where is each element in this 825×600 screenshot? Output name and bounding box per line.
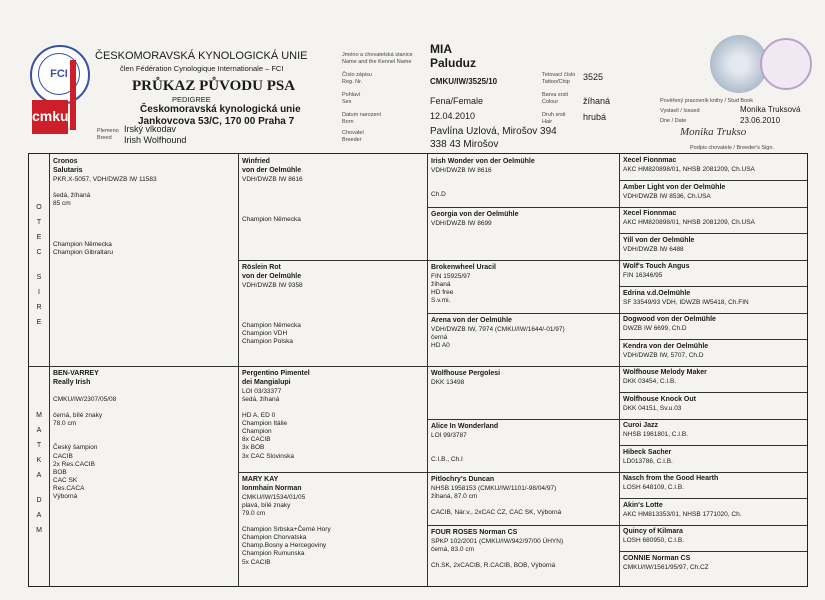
sire-height: 85 cm xyxy=(53,199,71,207)
matka-letters xyxy=(34,412,44,534)
gen4-cell xyxy=(623,184,725,201)
org-member: člen Fédération Cynologique Internationale – FCI xyxy=(120,64,284,73)
ancestor-color: plavá, bílé znaky xyxy=(242,501,291,509)
sex: Fena/Female xyxy=(430,96,484,106)
sire-title: Champion Gibraltaru xyxy=(53,248,113,256)
gen3-cell xyxy=(431,211,519,228)
ancestor-title: Champion Polska xyxy=(242,338,293,346)
ancestor-title: Champion VDH xyxy=(242,330,288,338)
ancestor-name: Irish Wonder von der Oelmühle xyxy=(431,158,535,165)
ancestor-title: C.I.B., Ch.I xyxy=(431,456,463,464)
ancestor-name: Amber Light von der Oelmühle xyxy=(623,184,726,191)
gen4-cell xyxy=(623,237,694,254)
gen4-cell xyxy=(623,449,673,466)
gen4-cell xyxy=(623,210,755,227)
side-letter: T xyxy=(36,442,42,449)
sire-cell xyxy=(53,158,157,257)
ancestor-reg: VDH/DWZB IW 8536, Ch.USA xyxy=(623,192,711,200)
ancestor-reg: AKC HM820898/01, NHSB 2081209, Ch.USA xyxy=(623,218,755,226)
ancestor-title: Champion Německa xyxy=(242,322,301,330)
sire-name: Cronos xyxy=(53,158,78,165)
gen3-cell xyxy=(431,158,535,199)
address-line2: Jankovcova 53/C, 170 00 Praha 7 xyxy=(138,116,295,127)
ancestor-title: S.v.mi. xyxy=(431,297,451,305)
doc-subtitle: PEDIGREE xyxy=(172,95,211,104)
dam-title: CACIB xyxy=(53,452,73,460)
side-letter: M xyxy=(36,527,42,534)
row-divider xyxy=(238,472,807,473)
ancestor-reg: LOSH 648109, C.I.B. xyxy=(623,483,685,491)
ancestor-name: Dogwood von der Oelmühle xyxy=(623,316,716,323)
gen4-cell xyxy=(623,396,696,413)
gen4-cell xyxy=(623,422,688,439)
ancestor-reg: VDH/DWZB IW, 7974 (CMKU/IW/1644/-01/97) xyxy=(431,325,565,333)
ancestor-title: Champion Německa xyxy=(242,216,301,224)
pedigree-table xyxy=(28,153,808,587)
sign-label: Podpis chovatele / Breeder's Sign. xyxy=(690,145,774,151)
row-divider xyxy=(427,207,807,208)
logo-red-bar xyxy=(70,60,76,130)
ancestor-reg: DKK 13498 xyxy=(431,378,465,386)
ancestor-name: Wolf's Touch Angus xyxy=(623,263,690,270)
dog-kennel: Paluduz xyxy=(430,56,477,70)
ancestor-reg: NHSB 1958153 (CMKU/IW/1101/-98/04/97) xyxy=(431,484,557,492)
ancestor-name: von der Oelmühle xyxy=(242,166,302,174)
dam-name: BEN-VARREY xyxy=(53,370,99,377)
row-divider-main xyxy=(29,366,807,367)
ancestor-name: Wolfhouse Knock Out xyxy=(623,396,696,403)
dam-name: Really Irish xyxy=(53,378,91,386)
gen4-cell xyxy=(623,157,755,174)
issue-date: 23.06.2010 xyxy=(740,116,781,125)
gen3-cell xyxy=(431,529,563,570)
dam-height: 78.0 cm xyxy=(53,420,77,427)
born-label-cz: Datum narození xyxy=(342,112,382,118)
gen3-cell xyxy=(431,370,500,387)
ancestor-color: žíhaná, 87.0 cm xyxy=(431,492,478,500)
address-line1: Českomoravská kynologická unie xyxy=(140,104,301,115)
ancestor-name: Nasch from the Good Hearth xyxy=(623,475,719,482)
ancestor-title: Champion Chorvatska xyxy=(242,534,307,542)
ancestor-reg: VDH/DWZB IW 8616 xyxy=(242,175,303,183)
row-divider xyxy=(619,498,807,499)
ancestor-reg: DWZB IW 6699, Ch.D xyxy=(623,324,687,332)
breeder-line2: 338 43 Mirošov xyxy=(430,139,499,150)
ancestor-name: Wolfhouse Pergolesi xyxy=(431,370,501,377)
ancestor-name: dei Mangialupi xyxy=(242,378,291,386)
col-divider xyxy=(49,154,50,586)
granddam-sd-cell xyxy=(242,264,303,347)
side-letter: C xyxy=(36,249,42,256)
ancestor-name: Pitlochry's Duncan xyxy=(431,476,495,483)
grandsire-ss-cell xyxy=(242,158,303,224)
coat: hrubá xyxy=(583,112,607,122)
row-divider xyxy=(238,260,807,261)
fci-logo-text: FCI xyxy=(38,53,80,95)
signature: Monika Trukso xyxy=(680,126,747,138)
ancestor-name: Akin's Lotte xyxy=(623,502,663,509)
color-label-cz: Barva srsti xyxy=(542,92,568,98)
ancestor-reg: AKC HM820898/01, NHSB 2081209, Ch.USA xyxy=(623,165,755,173)
ancestor-title: Champion Itálie xyxy=(242,420,288,427)
ancestor-name: Xecel Fionnmac xyxy=(623,157,677,164)
ancestor-color: černá, 83.0 cm xyxy=(431,545,474,553)
ancestor-title: Champion xyxy=(242,428,272,436)
ancestor-title: 3x BOB xyxy=(242,444,265,452)
ancestor-color: šedá, žíhaná xyxy=(242,395,280,403)
sex-label-en: Sex xyxy=(342,99,352,105)
studbook-label: Pověřený pracovník knihy / Stud Book xyxy=(660,98,753,104)
ancestor-reg: LOI 99/3787 xyxy=(431,431,467,439)
row-divider xyxy=(619,392,807,393)
sex-label-cz: Pohlaví xyxy=(342,92,361,98)
ancestor-reg: LOSH 680950, C.I.B. xyxy=(623,536,685,544)
ancestor-height: 79.0 cm xyxy=(242,509,266,517)
ancestor-reg: VDH/DWZB IW 8616 xyxy=(431,166,492,174)
ancestor-title: HD free xyxy=(431,289,454,296)
doc-title: PRŮKAZ PŮVODU PSA xyxy=(132,78,296,94)
gen4-cell xyxy=(623,555,709,572)
ancestor-name: Wolfhouse Melody Maker xyxy=(623,369,707,376)
dam-title: CAC SK xyxy=(53,476,78,484)
side-letter: M xyxy=(36,412,42,419)
ancestor-name: FOUR ROSES Norman CS xyxy=(431,529,518,536)
side-letter: E xyxy=(36,319,42,326)
breed-cz: Irský vlkodav xyxy=(124,124,177,134)
row-divider xyxy=(619,233,807,234)
ancestor-title: Champ.Bosny a Hercegoviny xyxy=(242,542,327,550)
ancestor-reg: VDH/DWZB IW 9358 xyxy=(242,281,303,289)
side-letter: K xyxy=(36,457,42,464)
ancestor-title: Ch.SK, 2xCACIB, R.CACIB, BOB, Výborná xyxy=(431,562,556,570)
ancestor-name: Hibeck Sacher xyxy=(623,449,672,456)
side-letter: A xyxy=(36,472,42,479)
breed-label: Breed xyxy=(97,135,112,141)
date-label: Dne / Date xyxy=(660,118,687,124)
tattoo: 3525 xyxy=(583,72,604,82)
ancestor-reg: AKC HM813353/01, NHSB 1771020, Ch. xyxy=(623,510,742,518)
side-letter: R xyxy=(36,304,42,311)
grandsire-ds-cell xyxy=(242,370,310,461)
issued-by: Monika Truksová xyxy=(740,105,801,114)
gen3-cell xyxy=(431,317,565,350)
ancestor-title: Ch.D xyxy=(431,191,446,199)
side-letter: E xyxy=(36,234,42,241)
side-letter: A xyxy=(36,427,42,434)
row-divider xyxy=(619,180,807,181)
gen4-cell xyxy=(623,290,749,307)
dam-title: Český šampion xyxy=(53,444,98,452)
ancestor-reg: CMKU/IW/1561/95/97, Ch.CZ xyxy=(623,563,709,571)
ancestor-title: CACIB, Nár.v., 2xCAC CZ, CAC SK, Výborná xyxy=(431,509,562,517)
row-divider xyxy=(427,419,807,420)
ancestor-name: Quincy of Kilmara xyxy=(623,528,683,535)
cmku-logo xyxy=(32,100,68,134)
dam-title: Res.CACA xyxy=(53,485,85,492)
born-label-en: Born xyxy=(342,119,354,125)
gen3-cell xyxy=(431,476,561,517)
ancestor-name: Kendra von der Oelmühle xyxy=(623,343,709,350)
ancestor-title: Champion Srbska+Černé Hory xyxy=(242,526,331,533)
breeder-label-en: Breeder xyxy=(342,137,362,143)
side-letter: A xyxy=(36,512,42,519)
color: žíhaná xyxy=(583,96,611,106)
gen4-cell xyxy=(623,528,684,545)
ancestor-title: HD A, ED 0 xyxy=(242,411,276,419)
ancestor-name: Winfried xyxy=(242,158,270,165)
dam-title: 2x Res.CACIB xyxy=(53,460,95,468)
ancestor-reg: FIN 16346/95 xyxy=(623,271,663,279)
fci-logo xyxy=(30,45,90,105)
ancestor-reg: VDH/DWZB IW 6488 xyxy=(623,245,684,253)
dam-title: Výborná xyxy=(53,493,78,501)
ancestor-title: 8x CACIB xyxy=(242,436,271,444)
ancestor-name: Yill von der Oelmühle xyxy=(623,237,695,244)
granddam-dd-cell xyxy=(242,476,331,567)
ancestor-color: žíhaná xyxy=(431,280,451,288)
tattoo-label-cz: Tetovací číslo xyxy=(542,72,576,78)
dam-color: černá, bílé znaky xyxy=(53,411,103,419)
gen4-cell xyxy=(623,502,742,519)
gen3-cell xyxy=(431,264,496,305)
ancestor-name: von der Oelmühle xyxy=(242,272,302,280)
reg-no: CMKU/IW/3525/10 xyxy=(430,77,498,86)
dam-cell xyxy=(53,370,116,501)
ancestor-title: 3x CAC Slovinska xyxy=(242,452,295,460)
gen3-cell xyxy=(431,423,498,464)
cmku-logo-text: cmku xyxy=(32,108,69,124)
ancestor-name: Ionmhain Norman xyxy=(242,484,302,492)
gen4-cell xyxy=(623,369,707,386)
breeder-label-cz: Chovatel xyxy=(342,130,364,136)
sire-color: šedá, žíhaná xyxy=(53,191,91,199)
row-divider xyxy=(619,339,807,340)
dam-reg: CMKU/IW/2307/05/08 xyxy=(53,395,117,403)
ancestor-reg: LD013786, C.I.B. xyxy=(623,457,673,465)
ancestor-name: Xecel Fionnmac xyxy=(623,210,677,217)
otec-letters xyxy=(34,204,44,326)
ancestor-name: CONNIE Norman CS xyxy=(623,555,691,562)
ancestor-name: Brokenwheel Uracil xyxy=(431,264,496,271)
ancestor-title: Champion Rumunska xyxy=(242,550,305,558)
gen4-cell xyxy=(623,316,716,333)
ancestor-color: černá xyxy=(431,333,448,341)
reg-label-en: Reg. Nr. xyxy=(342,79,363,85)
sire-title: Champion Německa xyxy=(53,240,112,248)
plemeno-label: Plemeno xyxy=(97,128,119,134)
gen4-cell xyxy=(623,263,689,280)
row-divider xyxy=(619,445,807,446)
coat-label-en: Hair xyxy=(542,119,553,125)
ancestor-reg: CMKU/IW/1534/01/05 xyxy=(242,493,306,501)
ancestor-reg: SPKP 102/2001 (CMKU/IW/942/97/00 ÚHYN) xyxy=(431,537,564,545)
side-letter: I xyxy=(38,289,40,296)
ancestor-reg: DKK 04151, Sv.u.03 xyxy=(623,404,682,412)
ancestor-name: Curoi Jazz xyxy=(623,422,659,429)
dog-name: MIA xyxy=(430,42,452,56)
side-letter: O xyxy=(36,204,42,211)
born: 12.04.2010 xyxy=(430,111,476,121)
breeder-line1: Pavlína Uzlová, Mirošov 394 xyxy=(430,126,557,137)
ancestor-reg: FIN 15925/97 xyxy=(431,272,471,280)
sire-name: Salutaris xyxy=(53,166,83,174)
sire-reg: PKR.X-5057, VDH/DWZB IW 11583 xyxy=(53,175,157,183)
ancestor-reg: VDH/DWZB IW 8699 xyxy=(431,219,492,227)
tattoo-label-en: Tattoo/Chip xyxy=(542,79,570,85)
name-label-en: Name and the Kennel Name xyxy=(342,59,412,65)
ancestor-title: 5x CACIB xyxy=(242,558,271,566)
row-divider xyxy=(427,313,807,314)
coat-label-cz: Druh srsti xyxy=(542,112,566,118)
name-label-cz: Jméno a chovatelská stanice xyxy=(342,52,413,58)
ancestor-reg: LOI 03/33377 xyxy=(242,387,282,395)
dam-title: BOB xyxy=(53,468,67,476)
side-letter: S xyxy=(36,274,42,281)
col-divider xyxy=(619,154,620,586)
row-divider xyxy=(619,551,807,552)
reg-label-cz: Číslo zápisu xyxy=(342,72,372,78)
side-letter: D xyxy=(36,497,42,504)
row-divider xyxy=(619,286,807,287)
color-label-en: Colour xyxy=(542,99,559,105)
ancestor-reg: VDH/DWZB IW, 5707, Ch.D xyxy=(623,351,704,359)
ancestor-title: HD A0 xyxy=(431,342,450,349)
gen4-cell xyxy=(623,475,718,492)
ancestor-name: Arena von der Oelmühle xyxy=(431,317,512,324)
ancestor-reg: NHSB 1961801, C.I.B. xyxy=(623,430,689,438)
ancestor-name: Röslein Rot xyxy=(242,264,281,271)
row-divider xyxy=(427,525,807,526)
ancestor-name: Georgia von der Oelmühle xyxy=(431,211,519,218)
col-divider xyxy=(238,154,239,586)
org-name: ČESKOMORAVSKÁ KYNOLOGICKÁ UNIE xyxy=(95,50,308,62)
kennel-stamp xyxy=(760,38,812,90)
ancestor-name: MARY KAY xyxy=(242,476,279,483)
ancestor-name: Edrina v.d.Oelmühle xyxy=(623,290,691,297)
col-divider xyxy=(427,154,428,586)
ancestor-name: Alice In Wonderland xyxy=(431,423,499,430)
gen4-cell xyxy=(623,343,708,360)
issued-label: Vystavil / Issued xyxy=(660,108,700,114)
ancestor-name: Pergentino Pimentel xyxy=(242,370,310,377)
ancestor-reg: DKK 03454, C.I.B. xyxy=(623,377,677,385)
breed-en: Irish Wolfhound xyxy=(124,135,187,145)
side-letter: T xyxy=(36,219,42,226)
ancestor-reg: SF 33549/93 VDH, IDWZB IW5418, Ch.FIN xyxy=(623,298,749,306)
